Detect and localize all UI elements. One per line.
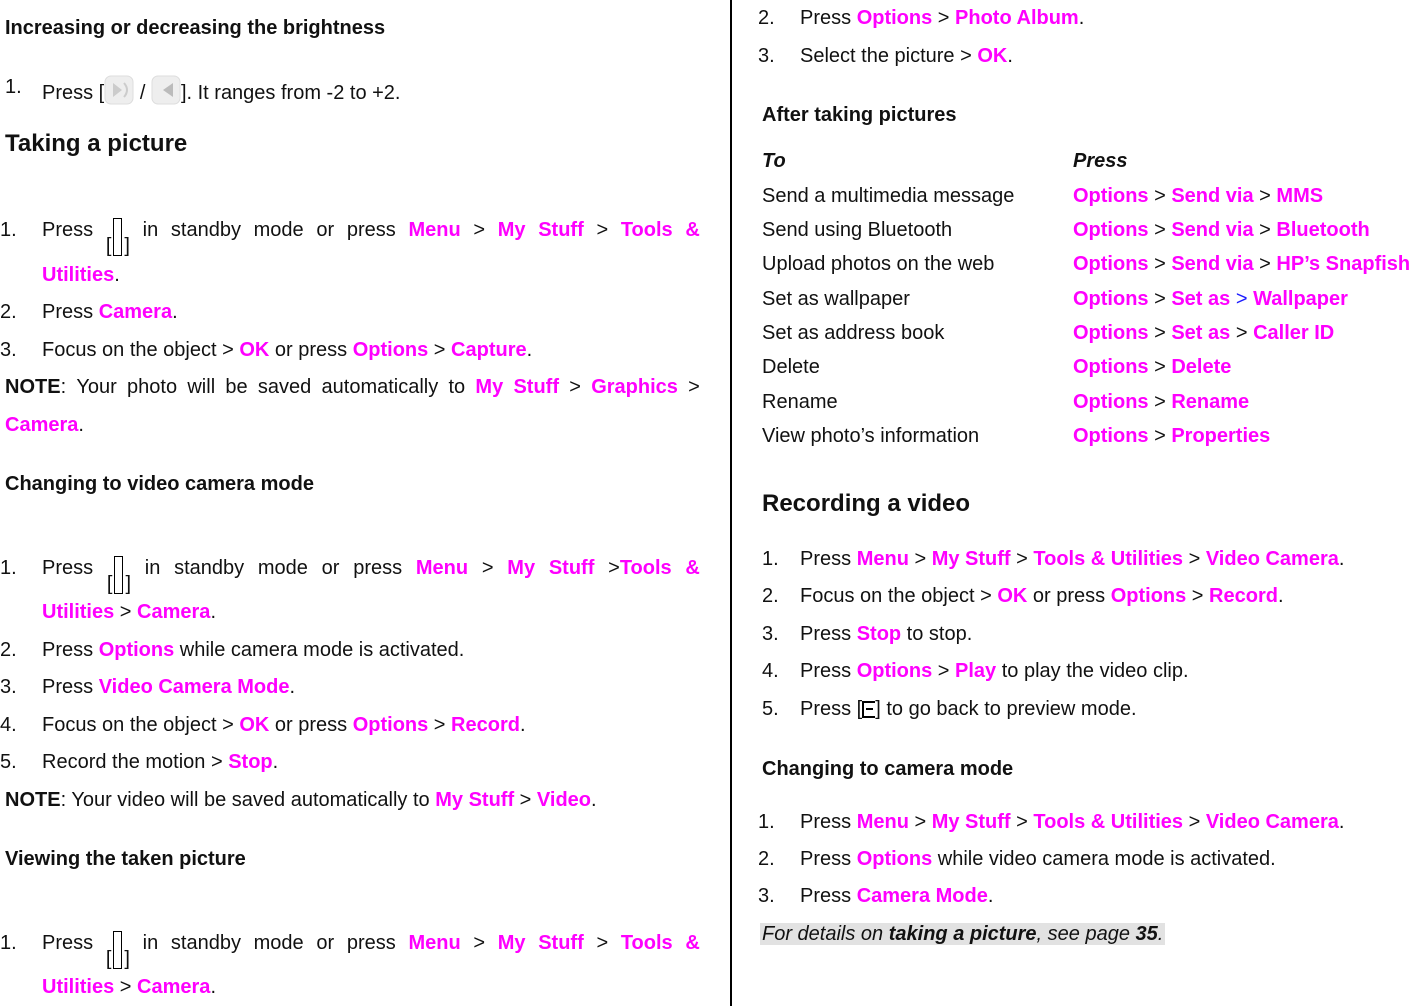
after-taking-heading: After taking pictures [762,104,957,126]
step-number: 4. [0,714,17,736]
step-number: 3. [0,339,17,361]
volume-up-key-icon [104,75,134,105]
step-number: 2. [0,301,17,323]
step-number: 1. [0,557,17,579]
cam-step-2: Press Options while video camera mode is activated. [800,848,1276,870]
step-number: 1. [5,76,22,98]
note-photo-line2: Camera. [5,414,84,436]
recording-heading: Recording a video [762,490,971,517]
taking-step-2: Press Camera. [42,301,178,323]
brightness-heading: Increasing or decreasing the brightness [5,17,386,39]
video-step-2: Press Options while camera mode is activated. [42,639,465,661]
video-step-1-line1: Press [ ] in standby mode or press Menu > My Stuff >Tools & [42,557,700,595]
brightness-step: Press [ / ]. It ranges from -2 to +2. [42,75,400,105]
cam-step-3: Press Camera Mode. [800,885,994,907]
step-number: 3. [0,676,17,698]
rec-step-4: Press Options > Play to play the video clip. [800,660,1189,682]
step-number: 2. [758,7,775,29]
taking-step-3: Focus on the object > OK or press Options > Capture. [42,339,533,361]
note-video: NOTE: Your video will be saved automatically to My Stuff > Video. [5,789,597,811]
video-step-5: Record the motion > Stop. [42,751,279,773]
step-number: 2. [762,585,779,607]
taking-step-1-line2: Utilities. [42,264,120,286]
step-number: 1. [762,548,779,570]
video-step-3: Press Video Camera Mode. [42,676,296,698]
video-step-4: Focus on the object > OK or press Options > Record. [42,714,526,736]
taking-step-1-line1: Press [ ] in standby mode or press Menu > My Stuff > Tools & [42,219,700,257]
step-number: 4. [762,660,779,682]
volume-down-key-icon [151,75,181,105]
step-number: 5. [0,751,17,773]
view-step-2: Press Options > Photo Album. [800,7,1085,29]
camera-mode-heading: Changing to camera mode [762,758,1014,780]
column-header-press: Press [1073,150,1128,172]
rec-step-5: Press [ ] to go back to preview mode. [800,698,1137,720]
rec-step-2: Focus on the object > OK or press Options > Record. [800,585,1284,607]
footnote-see-page: For details on taking a picture, see page 35. [762,923,1164,945]
cam-step-1: Press Menu > My Stuff > Tools & Utilities > Video Camera. [800,811,1345,833]
video-mode-heading: Changing to video camera mode [5,473,314,495]
step-number: 5. [762,698,779,720]
step-number: 3. [758,885,775,907]
viewing-heading: Viewing the taken picture [5,848,246,870]
step-number: 3. [762,623,779,645]
camera-key-icon [113,218,122,256]
step-number: 2. [0,639,17,661]
step-number: 1. [0,932,17,954]
right-column: 2. Press Options > Photo Album. 3. Select the picture > OK. After taking pictures To Press Send a multimedia message Options > Send via > MMS Send using Bluetooth Options > Send via > Bluetooth Upload photos on the web Options > Send via > HP’s Snapfish Set as wallpaper Options > Set as > Wallpaper Set as address book Options > Set as > Caller ID Delete Options > Delete Rename Options > Rename View photo’s information Options > Properties Recording a video 1. Press Menu > My Stuff > Tools & Utilities > Video Camera. 2. Focus on the object > OK or press Options > Record. 3. Press Stop to stop. 4. Press Options > Play to play the video clip. 5. Press [ ] to go back to preview mode. Changing to camera mode 1. Press Menu > My Stuff > Tools & Utilities > Video Camera. 2. Press Options while video camera mode is activated. 3. Press Camera Mode. For details on taking a picture, see page 35. [758,7,1411,945]
step-number: 1. [0,219,17,241]
step-number: 1. [758,811,775,833]
viewing-step-1-line2: Utilities > Camera. [42,976,216,998]
step-number: 2. [758,848,775,870]
taking-picture-heading: Taking a picture [5,130,188,157]
rec-step-3: Press Stop to stop. [800,623,973,645]
viewing-step-1-line1: Press [ ] in standby mode or press Menu > My Stuff > Tools & [42,932,700,970]
video-step-1-line2: Utilities > Camera. [42,601,216,623]
rec-step-1: Press Menu > My Stuff > Tools & Utilities > Video Camera. [800,548,1345,570]
column-header-to: To [762,150,786,172]
note-photo-line1: NOTE: Your photo will be saved automatically to My Stuff > Graphics > [5,376,700,398]
column-divider [730,0,732,1006]
back-key-icon [862,701,875,718]
camera-key-icon [113,931,122,969]
view-step-3: Select the picture > OK. [800,45,1013,67]
step-number: 3. [758,45,775,67]
camera-key-icon [114,556,123,594]
